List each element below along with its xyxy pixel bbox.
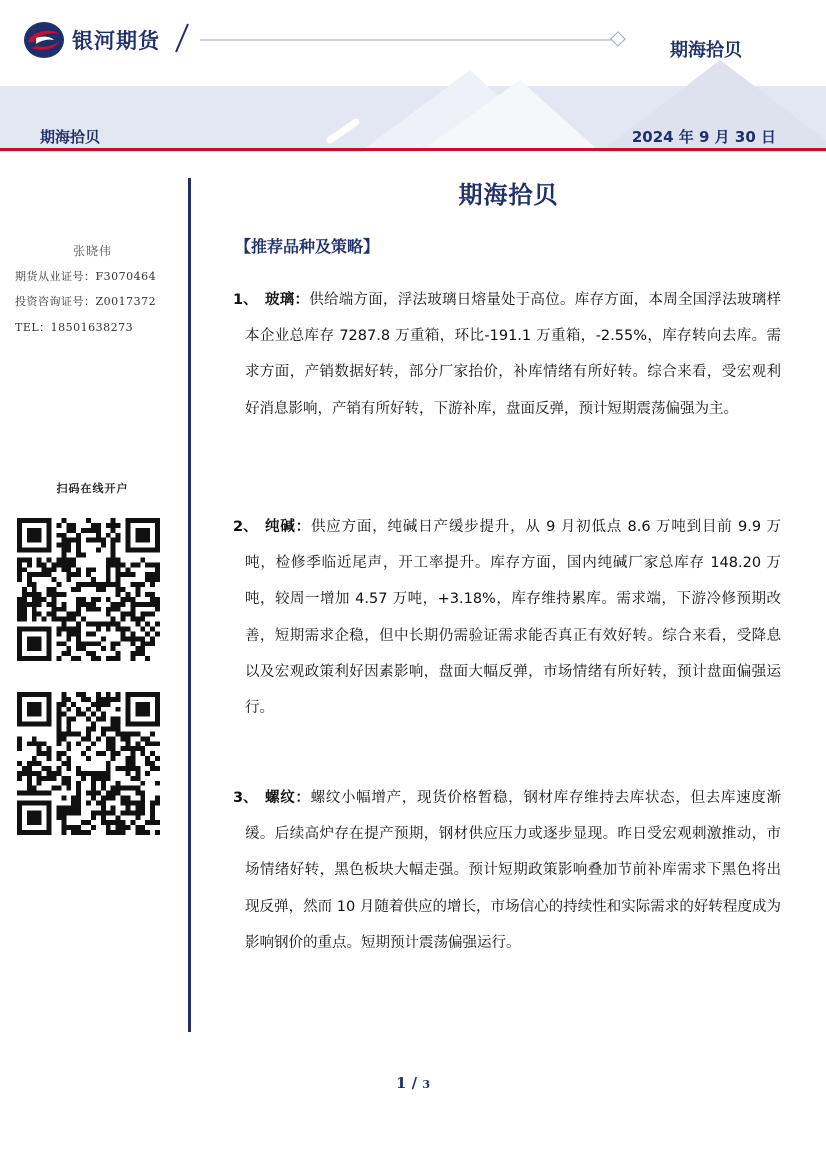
report-date: 2024 年 9 月 30 日 — [631, 128, 776, 146]
author-name: 张晓伟 — [72, 244, 112, 258]
item-text: 供应方面，纯碱日产缓步提升，从 9 月初低点 8.6 万吨到目前 9.9 万吨，检修季临近尾声，开工率提升。库存方面，国内纯碱厂家总库存 148.20 万吨，较周一增加 4.57 万吨，+3.18%，库存维持累库。需求端，下游冷修预期改善，短期需求企稳，但中长期仍需验证需求能否真正有效好转。综合来看，受降息以及宏观政策利好因素影响，盘面大幅反弹，市场情绪有所好转，预计盘面偏强运行。 — [245, 519, 782, 717]
list-item — [233, 780, 781, 961]
item-name: 纯碱： — [265, 519, 311, 535]
item-body — [245, 282, 781, 427]
item-body — [245, 509, 781, 726]
page-header — [0, 0, 826, 152]
list-item — [233, 282, 781, 427]
contact-phone: TEL：18501638273 — [15, 321, 134, 334]
page-number — [0, 1074, 826, 1092]
item-number: 3、 — [233, 790, 258, 806]
scan-label: 扫码在线开户 — [56, 482, 129, 495]
page-separator: / — [406, 1074, 423, 1092]
item-text: 供给端方面，浮法玻璃日熔量处于高位。库存方面，本周全国浮法玻璃样本企业总库存 7287.8 万重箱，环比-191.1 万重箱，-2.55%，库存转向去库。需求方面，产销数据好转，部分厂家抬价，补库情绪有所好转。综合来看，受宏观利好消息影响，产销有所好转，下游补库，盘面反弹，预计短期震荡偏强为主。 — [245, 292, 781, 417]
slash-mark — [172, 22, 192, 54]
sidebar — [0, 160, 185, 1040]
header-subtitle: 期海拾贝 — [40, 128, 101, 146]
total-pages: 3 — [422, 1078, 431, 1091]
item-body — [245, 780, 781, 961]
page-title: 期海拾贝 — [458, 181, 559, 209]
current-page: 1 — [395, 1074, 407, 1092]
futures-license: 期货从业证号：F3070464 — [15, 270, 157, 283]
qr-code-icon[interactable] — [17, 518, 160, 661]
item-number: 2、 — [233, 519, 258, 535]
qr-code-icon[interactable] — [17, 692, 160, 835]
brand-logo-icon — [22, 20, 66, 60]
sidebar-divider — [188, 178, 191, 1032]
brand-name: 银河期货 — [72, 29, 160, 53]
section-heading: 【推荐品种及策略】 — [235, 237, 380, 256]
brand-logo — [22, 20, 160, 60]
item-name: 螺纹： — [265, 790, 311, 806]
list-item — [233, 509, 781, 726]
item-number: 1、 — [233, 292, 258, 308]
item-name: 玻璃： — [265, 292, 310, 308]
advisory-license: 投资咨询证号：Z0017372 — [15, 295, 157, 308]
header-divider — [0, 148, 826, 151]
item-text: 螺纹小幅增产，现货价格暂稳，钢材库存维持去库状态，但去库速度渐缓。后续高炉存在提产预期，钢材供应压力或逐步显现。昨日受宏观刺激推动，市场情绪好转，黑色板块大幅走强。预计短期政策影响叠加节前补库需求下黑色将出现反弹，然而 10 月随着供应的增长，市场信心的持续性和实际需求的好转程度成为影响钢价的重点。短期预计震荡偏强运行。 — [245, 790, 782, 951]
header-title: 期海拾贝 — [670, 40, 742, 61]
